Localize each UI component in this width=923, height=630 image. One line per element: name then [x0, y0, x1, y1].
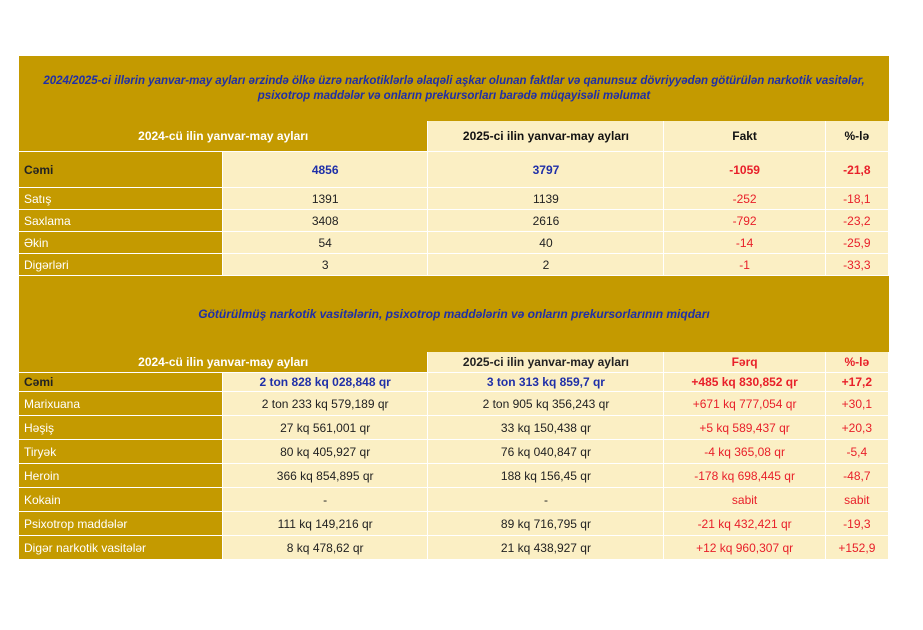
- value-2025: 33 kq 150,438 qr: [428, 416, 664, 440]
- value-2025: 21 kq 438,927 qr: [428, 536, 664, 560]
- value-diff: -4 kq 365,08 qr: [664, 440, 825, 464]
- value-2024: 111 kq 149,216 qr: [222, 512, 428, 536]
- value-percent: -5,4: [825, 440, 888, 464]
- quantities-header-row: [19, 352, 889, 373]
- value-2025: 89 kq 716,795 qr: [428, 512, 664, 536]
- row-label: Digər narkotik vasitələr: [19, 536, 222, 560]
- table-row: [19, 512, 889, 536]
- row-label: Marixuana: [19, 392, 222, 416]
- value-2024: 3: [222, 254, 428, 276]
- value-diff: -14: [664, 232, 825, 254]
- value-percent: -19,3: [825, 512, 888, 536]
- value-diff: -21 kq 432,421 qr: [664, 512, 825, 536]
- header-percent: %-lə: [825, 121, 888, 152]
- row-label: Cəmi: [19, 373, 222, 392]
- table-row: [19, 440, 889, 464]
- row-label: Kokain: [19, 488, 222, 512]
- row-label: Digərləri: [19, 254, 222, 276]
- row-label: Satış: [19, 188, 222, 210]
- header-percent: %-lə: [825, 352, 888, 373]
- header-2024: 2024-cü ilin yanvar-may ayları: [19, 121, 428, 152]
- value-2025: 1139: [428, 188, 664, 210]
- value-2024: 2 ton 828 kq 028,848 qr: [222, 373, 428, 392]
- row-label: Həşiş: [19, 416, 222, 440]
- value-diff: +5 kq 589,437 qr: [664, 416, 825, 440]
- value-2024: 54: [222, 232, 428, 254]
- section2-title-band: [19, 276, 889, 352]
- value-2024: 27 kq 561,001 qr: [222, 416, 428, 440]
- facts-total-row: [19, 152, 889, 188]
- facts-header-row: [19, 121, 889, 152]
- value-percent: -33,3: [825, 254, 888, 276]
- value-diff: -252: [664, 188, 825, 210]
- value-2024: 8 kq 478,62 qr: [222, 536, 428, 560]
- value-2025: 3 ton 313 kq 859,7 qr: [428, 373, 664, 392]
- table-row: [19, 188, 889, 210]
- header-2024: 2024-cü ilin yanvar-may ayları: [19, 352, 428, 373]
- header-fakt: Fakt: [664, 121, 825, 152]
- value-diff: -792: [664, 210, 825, 232]
- value-diff: -1: [664, 254, 825, 276]
- row-label: Psixotrop maddələr: [19, 512, 222, 536]
- value-2025: 188 kq 156,45 qr: [428, 464, 664, 488]
- value-2024: -: [222, 488, 428, 512]
- value-percent: +152,9: [825, 536, 888, 560]
- value-percent: +20,3: [825, 416, 888, 440]
- table-row: [19, 254, 889, 276]
- value-percent: -48,7: [825, 464, 888, 488]
- value-2025: 2 ton 905 kq 356,243 qr: [428, 392, 664, 416]
- value-percent: +17,2: [825, 373, 888, 392]
- value-2025: 40: [428, 232, 664, 254]
- value-diff: +485 kq 830,852 qr: [664, 373, 825, 392]
- value-2024: 2 ton 233 kq 579,189 qr: [222, 392, 428, 416]
- value-2025: 3797: [428, 152, 664, 188]
- value-2024: 80 kq 405,927 qr: [222, 440, 428, 464]
- row-label: Tiryək: [19, 440, 222, 464]
- row-label: Cəmi: [19, 152, 222, 188]
- value-2024: 3408: [222, 210, 428, 232]
- row-label: Əkin: [19, 232, 222, 254]
- row-label: Heroin: [19, 464, 222, 488]
- value-2025: 2: [428, 254, 664, 276]
- comparison-document: [19, 56, 889, 560]
- value-percent: sabit: [825, 488, 888, 512]
- table-row: [19, 392, 889, 416]
- value-2025: 76 kq 040,847 qr: [428, 440, 664, 464]
- section2-title: Götürülmüş narkotik vasitələrin, psixotrop maddələrin və onların prekursorlarının miqdarı: [198, 307, 710, 321]
- quantities-total-row: [19, 373, 889, 392]
- value-percent: -21,8: [825, 152, 888, 188]
- table-row: [19, 232, 889, 254]
- value-percent: -23,2: [825, 210, 888, 232]
- table-row: [19, 536, 889, 560]
- table-row: [19, 210, 889, 232]
- value-2024: 4856: [222, 152, 428, 188]
- facts-table: [19, 121, 889, 276]
- value-2024: 1391: [222, 188, 428, 210]
- value-diff: +12 kq 960,307 qr: [664, 536, 825, 560]
- value-2025: -: [428, 488, 664, 512]
- document-title-block: [19, 56, 889, 121]
- table-row: [19, 464, 889, 488]
- value-diff: +671 kq 777,054 qr: [664, 392, 825, 416]
- value-diff: -178 kq 698,445 qr: [664, 464, 825, 488]
- quantities-table: [19, 352, 889, 560]
- value-2024: 366 kq 854,895 qr: [222, 464, 428, 488]
- value-percent: -25,9: [825, 232, 888, 254]
- value-diff: -1059: [664, 152, 825, 188]
- value-diff: sabit: [664, 488, 825, 512]
- header-2025: 2025-ci ilin yanvar-may ayları: [428, 352, 664, 373]
- table-row: [19, 488, 889, 512]
- header-ferq: Fərq: [664, 352, 825, 373]
- value-percent: +30,1: [825, 392, 888, 416]
- value-2025: 2616: [428, 210, 664, 232]
- header-2025: 2025-ci ilin yanvar-may ayları: [428, 121, 664, 152]
- row-label: Saxlama: [19, 210, 222, 232]
- document-title: 2024/2025-ci illərin yanvar-may ayları ərzində ölkə üzrə narkotiklərlə əlaqəli aşkar olunan faktlar və qanunsuz dövriyyədən götürülən narkotik vasitələr, psixotrop maddələr və onların prekursorları barədə müqayisəli məlumat: [43, 74, 865, 102]
- table-row: [19, 416, 889, 440]
- value-percent: -18,1: [825, 188, 888, 210]
